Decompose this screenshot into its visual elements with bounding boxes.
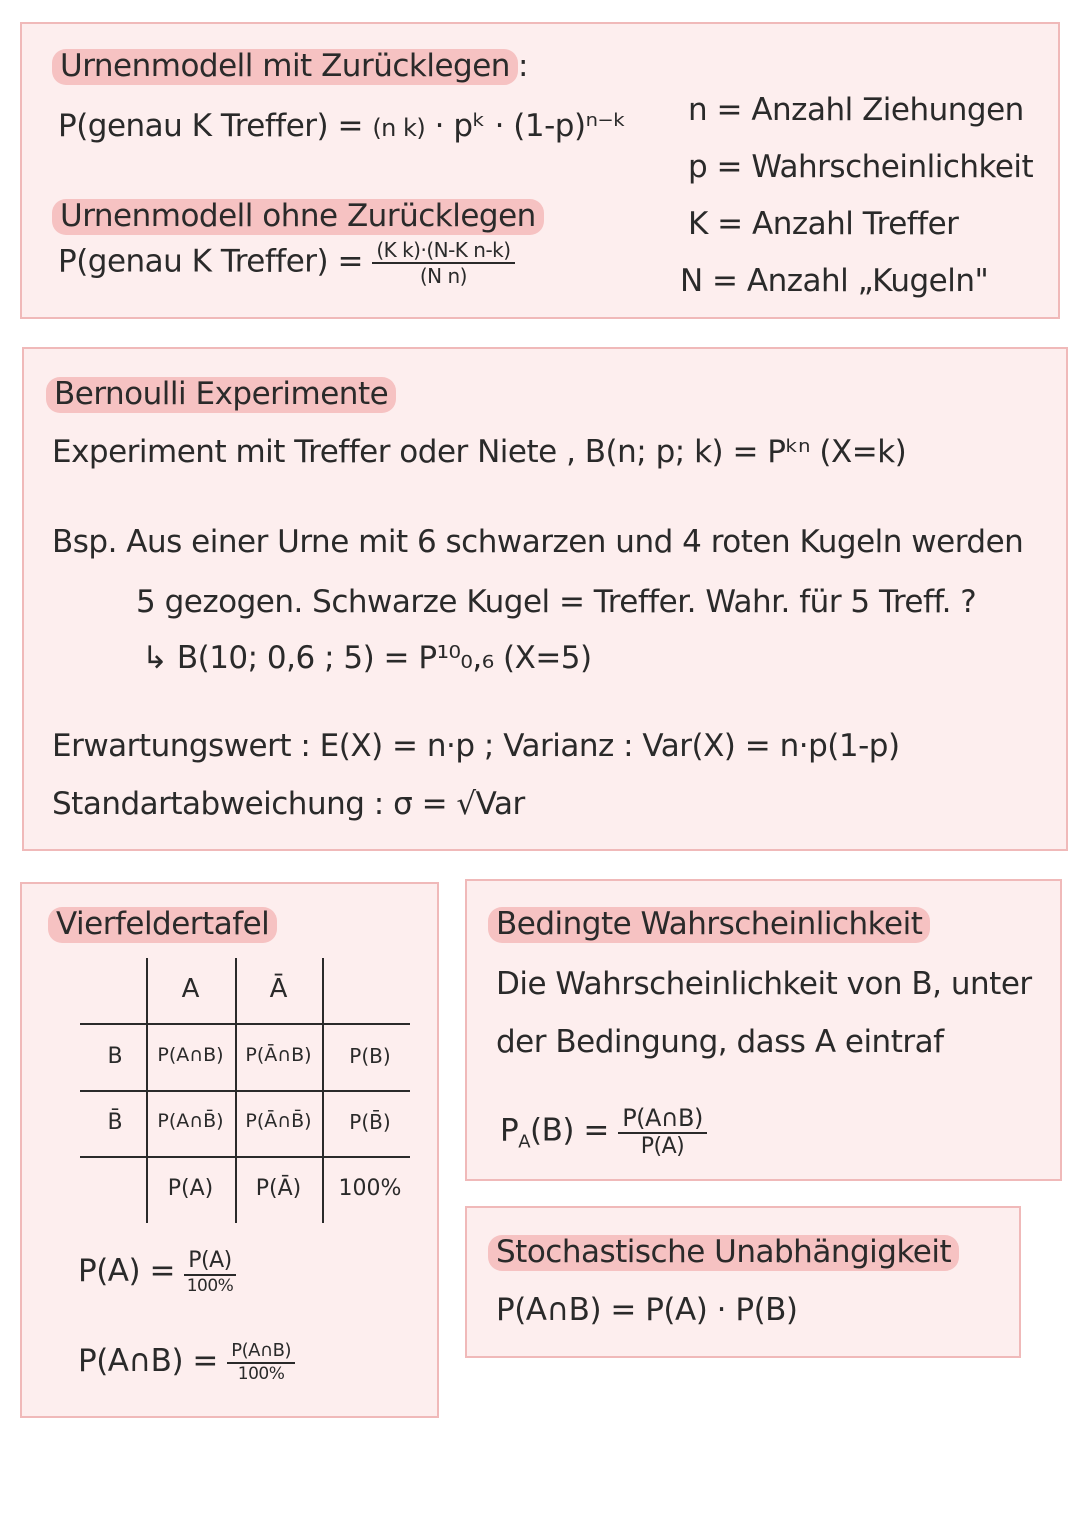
fraction-numerator: P(A) bbox=[184, 1250, 235, 1276]
urnenmodell-ohne-title-line bbox=[52, 198, 544, 235]
binomial-coefficient: (n k) bbox=[372, 114, 426, 142]
urnenmodell-mit-title-line bbox=[52, 48, 528, 85]
stochastische-unabhaengigkeit-box bbox=[465, 1206, 1021, 1358]
col-header-a-bar: Ā bbox=[269, 974, 288, 1004]
table-cell: P(A) bbox=[167, 1176, 214, 1201]
stoch-title: Stochastische Unabhängigkeit bbox=[488, 1235, 959, 1271]
fraction-denominator: (N n) bbox=[419, 264, 467, 288]
example-line: 5 gezogen. Schwarze Kugel = Treffer. Wahr. für 5 Treff. ? bbox=[136, 584, 977, 620]
formula-right: · pᵏ · (1-p)ⁿ⁻ᵏ bbox=[434, 108, 626, 144]
bedingte-text-line: der Bedingung, dass A eintraf bbox=[496, 1024, 944, 1060]
table-grid-line bbox=[80, 1023, 410, 1025]
fraction bbox=[227, 1342, 295, 1383]
variable-legend bbox=[680, 82, 1034, 310]
table-cell: P(Ā∩B) bbox=[245, 1044, 312, 1066]
bedingte-title: Bedingte Wahrscheinlichkeit bbox=[488, 907, 930, 943]
table-cell: P(A∩B) bbox=[157, 1044, 224, 1066]
table-cell: P(B) bbox=[349, 1044, 391, 1068]
formula-left: P(genau K Treffer) = bbox=[58, 243, 363, 280]
standardabweichung: Standartabweichung : σ = √Var bbox=[52, 786, 525, 822]
formula-subscript: A bbox=[518, 1131, 531, 1153]
fraction bbox=[618, 1106, 707, 1158]
fraction-numerator: P(A∩B) bbox=[227, 1342, 295, 1364]
table-cell: 100% bbox=[338, 1176, 402, 1201]
table-grid-line bbox=[80, 1090, 410, 1092]
table-grid-line bbox=[80, 1156, 410, 1158]
bernoulli-definition: Experiment mit Treffer oder Niete , B(n; p; k) = Pᵏⁿ (X=k) bbox=[52, 434, 907, 470]
fraction-denominator: 100% bbox=[237, 1364, 285, 1384]
table-cell: P(Ā) bbox=[255, 1176, 302, 1201]
fraction-denominator: P(A) bbox=[640, 1134, 685, 1159]
example-line: ↳ B(10; 0,6 ; 5) = P¹⁰₀,₆ (X=5) bbox=[142, 640, 592, 676]
row-label-b: B bbox=[107, 1044, 123, 1069]
formula-p: P bbox=[500, 1112, 519, 1149]
fraction-numerator: P(A∩B) bbox=[618, 1106, 707, 1134]
formula-left: P(A∩B) = bbox=[78, 1343, 218, 1379]
stoch-title-line bbox=[488, 1234, 959, 1271]
bedingte-formula bbox=[500, 1106, 707, 1158]
formula-p-a bbox=[78, 1250, 236, 1295]
legend-item: K = Anzahl Treffer bbox=[688, 206, 959, 242]
erwartungswert-varianz: Erwartungswert : E(X) = n·p ; Varianz : Var(X) = n·p(1-p) bbox=[52, 728, 900, 764]
formula-p-a-und-b bbox=[78, 1342, 295, 1383]
urnenmodell-ohne-title: Urnenmodell ohne Zurücklegen bbox=[52, 199, 544, 235]
legend-item: N = Anzahl „Kugeln" bbox=[680, 263, 989, 299]
bernoulli-title: Bernoulli Experimente bbox=[46, 377, 396, 413]
table-cell: P(Ā∩B̄) bbox=[245, 1110, 312, 1132]
row-label-b-bar: B̄ bbox=[107, 1110, 123, 1135]
stoch-formula: P(A∩B) = P(A) · P(B) bbox=[496, 1292, 798, 1328]
urnenmodell-mit-title: Urnenmodell mit Zurücklegen bbox=[52, 49, 518, 85]
legend-item: p = Wahrscheinlichkeit bbox=[688, 149, 1034, 185]
fraction bbox=[372, 240, 514, 286]
table-cell: P(B̄) bbox=[349, 1110, 391, 1134]
urnenmodell-ohne-formula bbox=[58, 240, 515, 286]
colon: : bbox=[517, 48, 528, 84]
fraction bbox=[184, 1250, 235, 1295]
vierfeldertafel-title: Vierfeldertafel bbox=[48, 907, 277, 943]
table-cell: P(A∩B̄) bbox=[157, 1110, 224, 1132]
urnenmodell-mit-formula bbox=[58, 108, 626, 144]
formula-left: P(A) = bbox=[78, 1253, 175, 1289]
bernoulli-title-line bbox=[46, 376, 396, 413]
legend-item: n = Anzahl Ziehungen bbox=[688, 92, 1024, 128]
example-line: Bsp. Aus einer Urne mit 6 schwarzen und 4 roten Kugeln werden bbox=[52, 524, 1024, 560]
fraction-numerator: (K k)·(N-K n-k) bbox=[372, 240, 514, 264]
bedingte-text-line: Die Wahrscheinlichkeit von B, unter bbox=[496, 966, 1032, 1002]
formula-mid: (B) = bbox=[530, 1112, 609, 1149]
vierfeldertafel-box bbox=[20, 882, 439, 1418]
formula-left: P(genau K Treffer) = bbox=[58, 108, 363, 144]
vierfeldertafel-title-line bbox=[48, 906, 277, 943]
bedingte-title-line bbox=[488, 906, 930, 943]
col-header-a: A bbox=[181, 974, 200, 1004]
fraction-denominator: 100% bbox=[186, 1276, 234, 1296]
